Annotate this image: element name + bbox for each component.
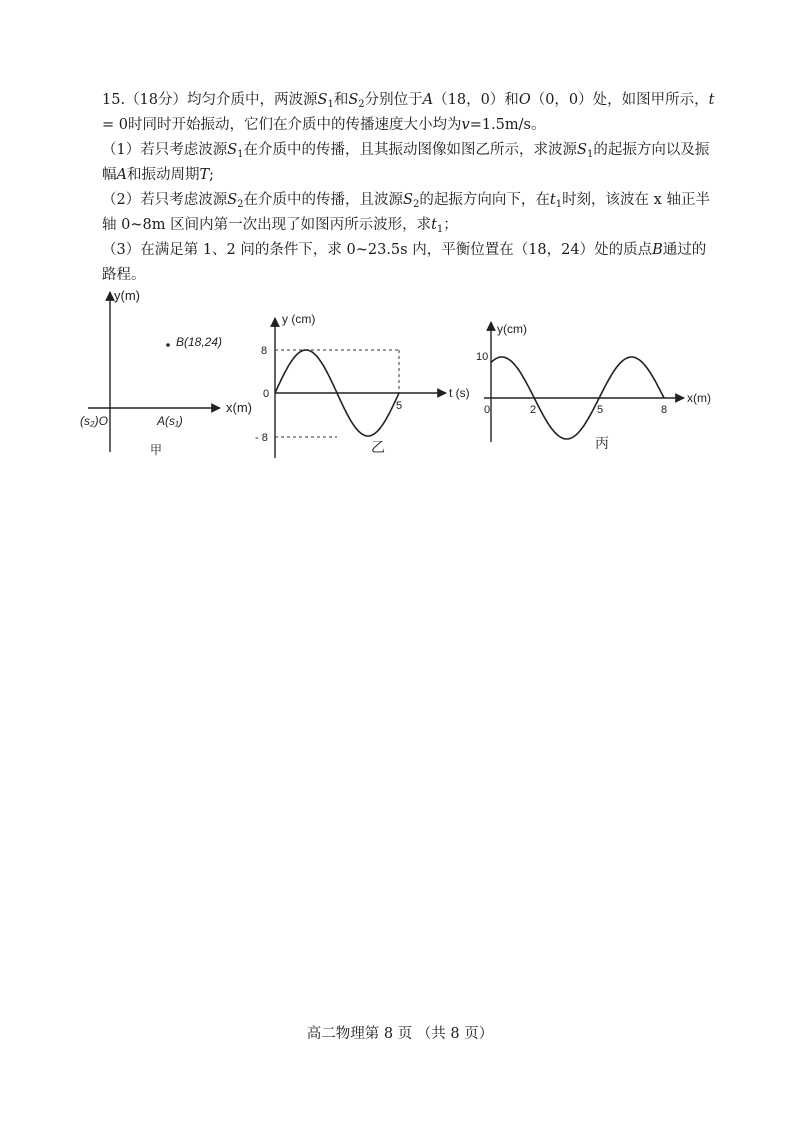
- figure-yi: [255, 312, 470, 458]
- bing-tick-8: 8: [661, 404, 668, 416]
- figure-bing: [476, 322, 711, 451]
- figures: [0, 0, 800, 480]
- yi-tick-neg8: - 8: [255, 432, 268, 444]
- bing-y-label: y(cm): [497, 322, 527, 336]
- bing-tick-5: 5: [597, 404, 604, 416]
- problem-header: 15.（18分）均匀介质中，两波源$S_1$和$S_2$分别位于A（18，0）和O（0，0）处，如图甲所示，t = 0时同时开始振动，它们在介质中的传播速度大小均为v=1.5m/s。: [102, 92, 715, 133]
- question-2: （2）若只考虑波源$S_2$在介质中的传播，且波源$S_2$的起振方向向下，在$t_1$时刻，该波在 x 轴正半轴 0~8m 区间内第一次出现了如图丙所示波形，求$t_1$；: [102, 192, 710, 235]
- problem-number: 15.: [102, 92, 126, 108]
- point-B-label: B(18,24): [176, 335, 223, 349]
- yi-y-label: y (cm): [282, 312, 316, 326]
- figure-jia: [80, 288, 252, 457]
- question-3: （3）在满足第 1、2 问的条件下，求 0~23.5s 内，平衡位置在（18，24）处的质点B通过的路程。: [102, 242, 707, 283]
- yi-t-label: t (s): [449, 386, 470, 400]
- point-A-label: A(s₁): [157, 414, 183, 428]
- question-1: （1）若只考虑波源$S_1$在介质中的传播，且其振动图像如图乙所示，求波源$S_1$的起振方向以及振幅A和振动周期T;: [102, 142, 710, 183]
- bing-tick-0: 0: [484, 404, 491, 416]
- page-footer: 高二物理第 8 页 （共 8 页）: [306, 1026, 494, 1042]
- yi-caption: 乙: [371, 439, 385, 455]
- point-B-marker: [166, 343, 170, 347]
- yi-tick-8: 8: [261, 345, 268, 357]
- yi-tick-0: 0: [263, 388, 270, 400]
- bing-caption: 丙: [595, 435, 609, 451]
- problem-points: （18分）: [125, 92, 188, 108]
- jia-x-label: x(m): [226, 400, 252, 415]
- yi-tick-5: 5: [396, 400, 403, 412]
- jia-origin-label: (s₂)O: [80, 414, 108, 428]
- jia-y-label: y(m): [114, 288, 140, 303]
- bing-tick-10: 10: [476, 351, 489, 363]
- bing-tick-2: 2: [530, 404, 537, 416]
- bing-x-label: x(m): [687, 391, 711, 405]
- jia-caption: 甲: [150, 443, 163, 457]
